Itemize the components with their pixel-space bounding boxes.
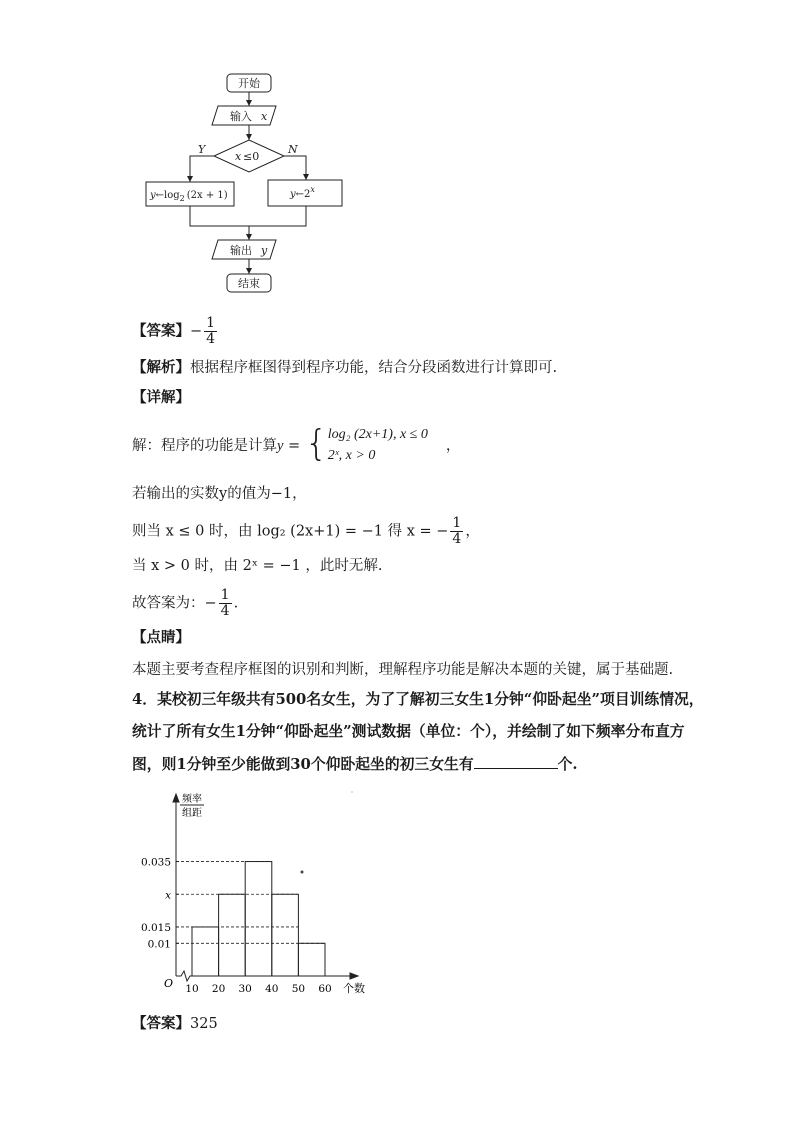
q3-comment-label (132, 628, 190, 648)
q4-text-line1: 4．某校初三年级共有500名女生，为了了解初三女生1分钟“仰卧起坐”项目训练情况， (132, 691, 704, 708)
flowchart-input-var: x (261, 110, 268, 123)
q3-solution-line3 (132, 516, 480, 547)
q3-analysis-line (132, 358, 557, 378)
flowchart-right-expr: ←2 (295, 189, 311, 200)
line5-end: . (233, 595, 239, 612)
line5-denominator: 4 (220, 603, 230, 619)
piece-1: log₂ (2x+1), x ≤ 0 (327, 427, 428, 442)
q4-answer-line (132, 1014, 218, 1034)
line5-fraction (219, 588, 232, 619)
q4-answer-value: 325 (190, 1016, 218, 1032)
flowchart (140, 68, 360, 300)
line5-text: 故答案为：− (132, 595, 217, 612)
flowchart-output-label: 输出 (230, 244, 252, 257)
x-tick-label-0: 10 (185, 983, 199, 995)
q3-solution-line2: 若输出的实数y的值为−1， (132, 486, 307, 502)
x-tick-label-2: 30 (238, 983, 252, 995)
q3-detail-label (132, 388, 190, 408)
piecewise-cases (328, 424, 428, 466)
y-tick-label-0: 0.035 (140, 856, 171, 869)
solution-y: y (277, 438, 284, 454)
comment-label: 【点睛】 (132, 629, 190, 646)
x-tick-label-3: 40 (265, 983, 279, 995)
flowchart-start-label: 开始 (238, 77, 260, 90)
y-tick-label-3: 0.01 (147, 938, 171, 951)
answer-denominator: 4 (206, 331, 216, 347)
y-tick-label-1: x (165, 889, 171, 902)
flowchart-input-label: 输入 (230, 110, 252, 123)
q3-solution-line1 (132, 424, 460, 468)
solution-eq: = (283, 438, 305, 454)
origin-label: O (164, 977, 174, 990)
analysis-text: 根据程序框图得到程序功能，结合分段函数进行计算即可. (190, 360, 558, 376)
q4-text-line3b: 个. (557, 756, 578, 773)
q4-text-line3 (132, 754, 578, 775)
flowchart-left-y: y (150, 190, 156, 201)
q3-solution-line5 (132, 588, 238, 619)
line3-text: 则当 x ≤ 0 时，由 log₂ (2x+1) = −1 得 x = − (132, 523, 449, 540)
x-tick-label-4: 50 (291, 983, 306, 995)
x-axis-arrow (350, 973, 358, 979)
line5-numerator: 1 (220, 587, 230, 603)
piece-2: 2ˣ, x > 0 (327, 448, 376, 463)
x-axis-label: 个数 (343, 982, 365, 995)
histogram-bar-4 (298, 943, 325, 976)
y-axis-arrow (173, 794, 179, 802)
y-tick-label-2: 0.015 (140, 921, 171, 934)
x-tick-label-1: 20 (211, 983, 226, 995)
histogram-bar-1 (219, 894, 246, 976)
solution-comma: ， (445, 438, 461, 454)
line3-fraction (450, 516, 463, 547)
histogram-bar-0 (192, 927, 219, 976)
answer-label: 【答案】 (132, 322, 190, 340)
flowchart-left-expr: ←log (155, 190, 180, 201)
line3-end: ， (465, 523, 480, 540)
line3-numerator: 1 (452, 515, 462, 531)
answer-fraction (204, 316, 217, 347)
answer-blank (474, 754, 558, 769)
q3-answer-line (132, 316, 219, 347)
q3-comment-text: 本题主要考查程序框图的识别和判断，理解程序功能是解决本题的关键，属于基础题. (132, 662, 674, 678)
frequency-histogram (140, 786, 380, 1002)
y-label-bottom: 组距 (182, 808, 202, 819)
flowchart-left-arg: (2x + 1) (186, 190, 228, 201)
stray-dot (301, 871, 304, 874)
flowchart-right-y: y (290, 189, 296, 200)
flowchart-cond-var: x (235, 150, 242, 163)
flowchart-end-label: 结束 (238, 277, 260, 290)
flowchart-yes-label: Y (198, 143, 206, 156)
histogram-bar-2 (245, 862, 272, 976)
piecewise-brace: { (304, 423, 328, 464)
x-tick-label-5: 60 (318, 983, 332, 995)
answer-sign: − (190, 323, 203, 340)
detail-label: 【详解】 (132, 389, 190, 406)
flowchart-right-sup: x (310, 185, 315, 194)
line3-denominator: 4 (452, 531, 462, 547)
answer-numerator: 1 (206, 315, 216, 331)
q4-text-line3a: 图，则1分钟至少能做到30个仰卧起坐的初三女生有 (132, 756, 474, 773)
flowchart-cond-op: ≤0 (243, 150, 260, 163)
solution-prefix: 解：程序的功能是计算 (132, 438, 277, 454)
flowchart-no-label: N (288, 143, 298, 156)
flowchart-left-sub: 2 (179, 194, 185, 203)
flowchart-output-var: y (261, 244, 268, 257)
stray-dot-small (351, 791, 352, 792)
q4-text-line2: 统计了所有女生1分钟“仰卧起坐”测试数据（单位：个），并绘制了如下频率分布直方 (132, 723, 685, 740)
histogram-bar-3 (272, 894, 299, 976)
q4-answer-label: 【答案】 (132, 1015, 190, 1032)
analysis-label: 【解析】 (132, 359, 190, 376)
q3-solution-line4: 当 x > 0 时，由 2ˣ = −1 ，此时无解. (132, 558, 383, 574)
y-label-top: 频率 (182, 794, 202, 805)
